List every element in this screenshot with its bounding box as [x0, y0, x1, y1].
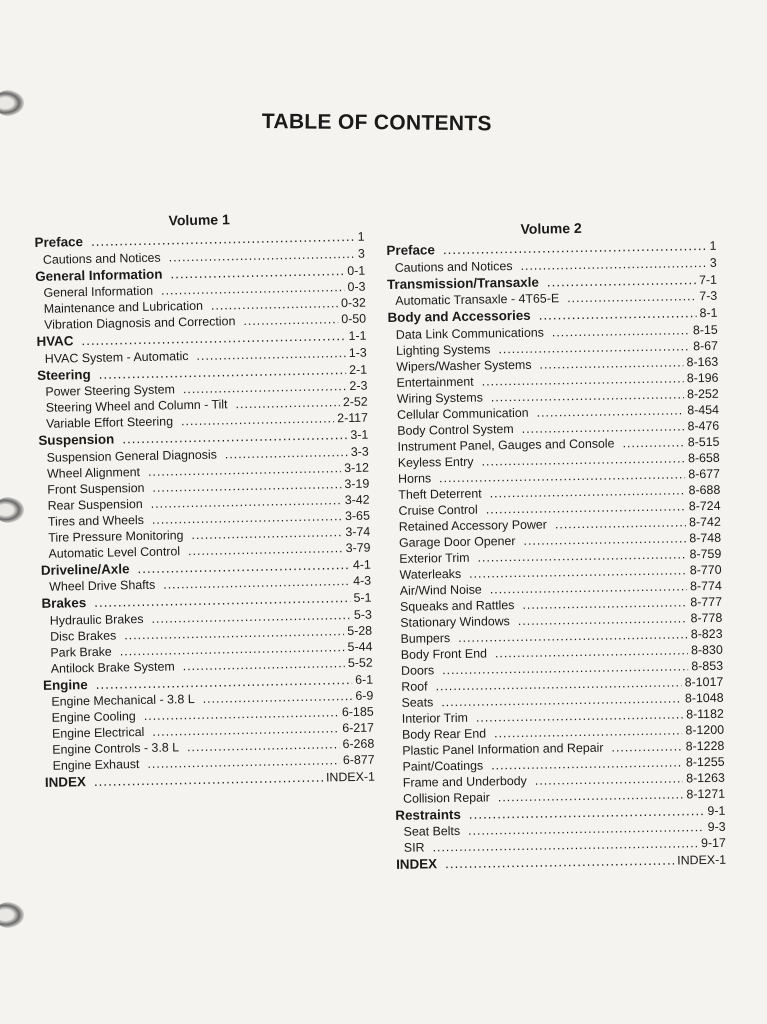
- entry-label: Lighting Systems: [395, 341, 491, 358]
- entry-label: INDEX: [44, 774, 87, 790]
- entry-label: Engine Cooling: [51, 709, 136, 725]
- page-title: TABLE OF CONTENTS: [261, 110, 492, 136]
- entry-label: Steering: [36, 366, 91, 383]
- entry-page-number: 3: [357, 246, 365, 261]
- binder-hole: [0, 902, 24, 928]
- entry-label: Steering Wheel and Column - Tilt: [45, 397, 228, 415]
- entry-label: Engine: [42, 676, 88, 693]
- entry-page-number: 8-476: [687, 418, 720, 433]
- entry-label: Engine Electrical: [51, 724, 145, 741]
- volume-2-title: Volume 2: [520, 219, 582, 237]
- entry-label: Wiring Systems: [396, 390, 483, 406]
- entry-page-number: 7-1: [698, 272, 718, 287]
- entry-page-number: 8-724: [688, 498, 721, 513]
- entry-label: Wheel Drive Shafts: [49, 577, 156, 594]
- entry-label: Suspension General Diagnosis: [46, 447, 217, 465]
- entry-page-number: INDEX-1: [325, 769, 376, 785]
- entry-label: Theft Deterrent: [398, 486, 482, 502]
- entry-label: Rear Suspension: [47, 496, 143, 513]
- entry-label: Body Rear End: [401, 725, 487, 742]
- entry-page-number: 6-217: [342, 720, 375, 736]
- entry-page-number: 8-1200: [685, 722, 725, 737]
- entry-label: Instrument Panel, Gauges and Console: [397, 435, 615, 454]
- entry-page-number: 5-52: [347, 655, 373, 670]
- entry-label: Plastic Panel Information and Repair: [402, 740, 604, 758]
- entry-label: Vibration Diagnosis and Correction: [44, 314, 236, 332]
- volume-1-column: [34, 206, 375, 792]
- entry-page-number: 1: [709, 238, 717, 253]
- entry-page-number: 3-3: [350, 444, 369, 459]
- entry-page-number: 3-12: [344, 460, 370, 475]
- volume-2-entries: [386, 237, 726, 874]
- entry-label: Wheel Alignment: [46, 464, 141, 481]
- entry-label: Cautions and Notices: [394, 258, 513, 275]
- entry-page-number: 5-28: [347, 623, 373, 638]
- dot-leader: [622, 434, 685, 451]
- entry-page-number: 8-688: [688, 482, 721, 497]
- entry-page-number: 5-1: [353, 590, 372, 605]
- entry-page-number: 8-252: [686, 386, 719, 401]
- entry-page-number: 8-658: [687, 450, 720, 465]
- entry-page-number: 8-853: [691, 658, 724, 673]
- entry-label: Seat Belts: [403, 823, 461, 839]
- entry-label: Seats: [401, 694, 434, 710]
- entry-label: INDEX: [396, 856, 438, 872]
- entry-label: SIR: [403, 840, 425, 855]
- entry-label: Data Link Communications: [395, 325, 544, 342]
- entry-page-number: 8-742: [688, 514, 721, 529]
- entry-label: Cautions and Notices: [42, 250, 161, 267]
- entry-label: Cellular Communication: [396, 405, 529, 422]
- entry-page-number: 0-3: [347, 279, 366, 294]
- entry-label: Hydraulic Brakes: [49, 611, 144, 628]
- dot-leader: [445, 852, 674, 873]
- entry-label: Garage Door Opener: [398, 533, 516, 550]
- entry-label: Stationary Windows: [400, 613, 510, 630]
- entry-label: Park Brake: [50, 644, 112, 660]
- entry-page-number: 2-3: [349, 378, 368, 393]
- entry-page-number: 8-1263: [686, 770, 725, 785]
- volume-1-entries: [34, 228, 375, 792]
- entry-page-number: 3-74: [345, 524, 371, 539]
- entry-page-number: 5-44: [347, 639, 373, 654]
- entry-label: Transmission/Transaxle: [386, 274, 539, 292]
- entry-page-number: 8-163: [686, 354, 719, 369]
- entry-label: Bumpers: [400, 630, 451, 646]
- entry-label: Collision Repair: [402, 789, 490, 806]
- dot-leader: [243, 311, 338, 329]
- entry-page-number: 8-1271: [686, 786, 726, 801]
- entry-label: Power Steering System: [45, 382, 176, 399]
- entry-page-number: 3: [709, 255, 717, 270]
- volume-1-title: Volume 1: [168, 211, 230, 229]
- entry-page-number: 4-1: [352, 557, 371, 572]
- entry-page-number: 8-1228: [685, 738, 725, 753]
- entry-label: Doors: [400, 662, 435, 678]
- entry-label: Wipers/Washer Systems: [396, 357, 532, 374]
- entry-label: General Information: [35, 266, 163, 284]
- entry-page-number: 8-778: [690, 610, 723, 625]
- entry-label: HVAC System - Automatic: [44, 348, 189, 366]
- entry-page-number: 2-117: [337, 410, 369, 426]
- entry-label: Exterior Trim: [399, 550, 470, 566]
- binder-hole: [0, 497, 24, 523]
- entry-label: Engine Exhaust: [52, 757, 140, 773]
- entry-page-number: 3-79: [345, 540, 371, 555]
- entry-label: Tire Pressure Monitoring: [48, 527, 184, 545]
- entry-page-number: 7-3: [699, 288, 718, 304]
- entry-label: Retained Accessory Power: [398, 517, 547, 534]
- entry-page-number: 8-15: [692, 322, 718, 337]
- entry-page-number: 8-1255: [685, 754, 725, 769]
- entry-page-number: 8-196: [686, 370, 719, 385]
- entry-page-number: 6-1: [354, 672, 374, 687]
- entry-label: Air/Wind Noise: [399, 582, 482, 598]
- dot-leader: [94, 769, 323, 791]
- entry-page-number: 8-454: [687, 402, 720, 417]
- entry-label: Maintenance and Lubrication: [43, 298, 204, 316]
- entry-page-number: 6-877: [342, 752, 375, 768]
- entry-label: Cruise Control: [398, 502, 478, 518]
- entry-page-number: 1-1: [348, 328, 367, 343]
- entry-label: Waterleaks: [399, 566, 462, 582]
- entry-page-number: 9-1: [707, 803, 726, 818]
- entry-label: Engine Controls - 3.8 L: [52, 740, 180, 757]
- entry-label: Antilock Brake System: [50, 658, 175, 676]
- entry-label: Horns: [397, 470, 432, 486]
- entry-label: Automatic Transaxle - 4T65-E: [395, 291, 560, 308]
- entry-page-number: 0-50: [341, 311, 367, 327]
- entry-page-number: INDEX-1: [677, 852, 727, 868]
- entry-page-number: 0-32: [340, 295, 366, 311]
- entry-label: Preface: [386, 242, 435, 258]
- entry-label: Keyless Entry: [397, 454, 474, 470]
- volume-2-column: [386, 215, 726, 874]
- binder-hole: [0, 90, 24, 116]
- entry-label: Roof: [401, 678, 428, 694]
- entry-label: Brakes: [41, 595, 87, 611]
- entry-label: Squeaks and Rattles: [399, 597, 515, 614]
- entry-label: Body and Accessories: [387, 307, 531, 325]
- entry-page-number: 8-748: [689, 530, 722, 545]
- entry-page-number: 8-515: [687, 434, 720, 449]
- entry-page-number: 1: [357, 229, 365, 244]
- entry-page-number: 8-823: [690, 626, 723, 641]
- entry-page-number: 8-1048: [684, 690, 724, 705]
- entry-label: Automatic Level Control: [48, 543, 181, 561]
- entry-page-number: 9-17: [700, 835, 726, 851]
- entry-page-number: 8-759: [689, 546, 722, 561]
- entry-label: Preface: [34, 234, 84, 250]
- entry-page-number: 3-1: [350, 427, 369, 442]
- entry-label: Body Control System: [397, 421, 514, 438]
- entry-page-number: 1-3: [348, 345, 367, 360]
- entry-page-number: 2-52: [342, 394, 368, 410]
- entry-page-number: 8-1: [699, 305, 718, 321]
- dot-leader: [611, 738, 683, 755]
- entry-page-number: 9-3: [707, 819, 726, 835]
- entry-label: Tires and Wheels: [47, 512, 145, 529]
- entry-page-number: 8-777: [690, 594, 723, 609]
- entry-page-number: 8-677: [688, 466, 721, 481]
- entry-page-number: 6-185: [341, 704, 374, 720]
- entry-page-number: 4-3: [353, 573, 372, 588]
- entry-label: Disc Brakes: [50, 628, 117, 644]
- entry-label: General Information: [43, 283, 154, 300]
- entry-label: Body Front End: [400, 645, 488, 662]
- entry-page-number: 5-3: [353, 607, 372, 622]
- entry-label: Frame and Underbody: [402, 773, 527, 790]
- entry-page-number: 8-830: [690, 642, 723, 657]
- entry-page-number: 3-65: [344, 508, 371, 523]
- entry-page-number: 6-9: [355, 688, 374, 703]
- entry-page-number: 8-1017: [684, 674, 724, 689]
- entry-label: Restraints: [395, 806, 461, 823]
- entry-label: Entertainment: [396, 374, 474, 390]
- entry-page-number: 2-1: [349, 362, 368, 377]
- entry-label: Driveline/Axle: [40, 560, 130, 578]
- entry-label: Suspension: [38, 431, 115, 448]
- entry-page-number: 0-1: [347, 263, 366, 278]
- entry-label: HVAC: [36, 333, 74, 349]
- entry-label: Variable Effort Steering: [45, 414, 174, 431]
- entry-label: Paint/Coatings: [402, 758, 484, 774]
- entry-page-number: 8-774: [689, 578, 722, 593]
- entry-page-number: 3-42: [344, 492, 370, 507]
- entry-label: Interior Trim: [401, 710, 469, 726]
- entry-page-number: 8-770: [689, 562, 722, 577]
- entry-label: Front Suspension: [47, 480, 145, 497]
- entry-page-number: 3-19: [344, 476, 370, 491]
- entry-page-number: 8-67: [693, 338, 719, 353]
- entry-page-number: 8-1182: [686, 706, 724, 721]
- entry-page-number: 6-268: [342, 736, 375, 752]
- entry-label: Engine Mechanical - 3.8 L: [51, 692, 195, 709]
